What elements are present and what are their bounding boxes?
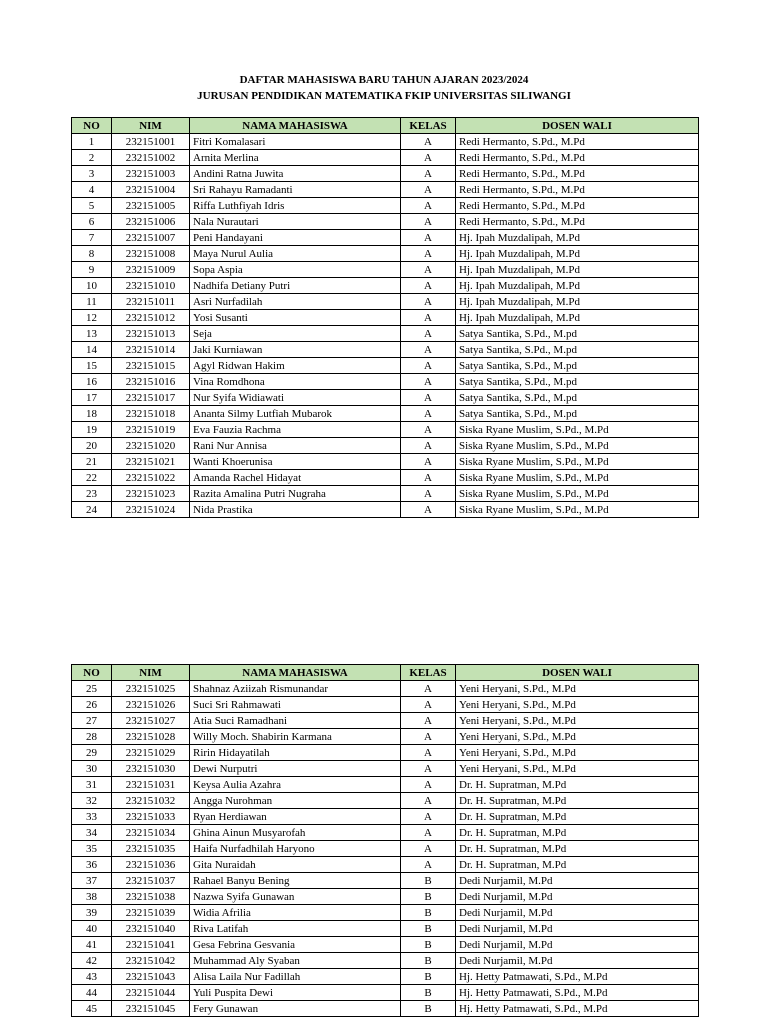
table-row	[72, 745, 699, 761]
table-row	[72, 502, 699, 518]
cell-no: 11	[72, 294, 112, 310]
table-row	[72, 841, 699, 857]
cell-nim: 232151013	[112, 326, 190, 342]
cell-nama-mahasiswa: Maya Nurul Aulia	[190, 246, 401, 262]
student-table-1	[71, 117, 699, 518]
cell-nim: 232151014	[112, 342, 190, 358]
cell-dosen-wali: Yeni Heryani, S.Pd., M.Pd	[456, 697, 699, 713]
cell-nama-mahasiswa: Ryan Herdiawan	[190, 809, 401, 825]
cell-dosen-wali: Hj. Ipah Muzdalipah, M.Pd	[456, 262, 699, 278]
cell-nama-mahasiswa: Fitri Komalasari	[190, 134, 401, 150]
cell-nama-mahasiswa: Alisa Laila Nur Fadillah	[190, 969, 401, 985]
cell-nama-mahasiswa: Nur Syifa Widiawati	[190, 390, 401, 406]
cell-kelas: B	[401, 889, 456, 905]
table-row	[72, 342, 699, 358]
table-row	[72, 246, 699, 262]
cell-kelas: A	[401, 358, 456, 374]
table-row	[72, 406, 699, 422]
table-row	[72, 809, 699, 825]
table-row	[72, 777, 699, 793]
table-row	[72, 422, 699, 438]
cell-dosen-wali: Yeni Heryani, S.Pd., M.Pd	[456, 745, 699, 761]
cell-kelas: A	[401, 422, 456, 438]
cell-nim: 232151017	[112, 390, 190, 406]
cell-no: 26	[72, 697, 112, 713]
table-row	[72, 470, 699, 486]
table-row	[72, 214, 699, 230]
column-header-no: NO	[72, 665, 112, 681]
cell-nama-mahasiswa: Andini Ratna Juwita	[190, 166, 401, 182]
cell-dosen-wali: Satya Santika, S.Pd., M.pd	[456, 326, 699, 342]
cell-no: 28	[72, 729, 112, 745]
cell-nim: 232151012	[112, 310, 190, 326]
cell-nama-mahasiswa: Arnita Merlina	[190, 150, 401, 166]
cell-kelas: B	[401, 953, 456, 969]
table-row	[72, 454, 699, 470]
cell-nama-mahasiswa: Muhammad Aly Syaban	[190, 953, 401, 969]
cell-dosen-wali: Satya Santika, S.Pd., M.pd	[456, 342, 699, 358]
cell-dosen-wali: Satya Santika, S.Pd., M.pd	[456, 390, 699, 406]
cell-dosen-wali: Dedi Nurjamil, M.Pd	[456, 905, 699, 921]
cell-no: 6	[72, 214, 112, 230]
cell-no: 38	[72, 889, 112, 905]
cell-dosen-wali: Siska Ryane Muslim, S.Pd., M.Pd	[456, 486, 699, 502]
cell-dosen-wali: Dr. H. Supratman, M.Pd	[456, 809, 699, 825]
table-row	[72, 134, 699, 150]
cell-nim: 232151039	[112, 905, 190, 921]
cell-nim: 232151045	[112, 1001, 190, 1017]
cell-no: 45	[72, 1001, 112, 1017]
cell-nim: 232151020	[112, 438, 190, 454]
cell-kelas: A	[401, 502, 456, 518]
cell-kelas: A	[401, 150, 456, 166]
cell-no: 32	[72, 793, 112, 809]
cell-dosen-wali: Satya Santika, S.Pd., M.pd	[456, 406, 699, 422]
cell-nama-mahasiswa: Nadhifa Detiany Putri	[190, 278, 401, 294]
cell-nama-mahasiswa: Asri Nurfadilah	[190, 294, 401, 310]
cell-kelas: A	[401, 230, 456, 246]
table-row	[72, 262, 699, 278]
cell-nama-mahasiswa: Nazwa Syifa Gunawan	[190, 889, 401, 905]
cell-dosen-wali: Siska Ryane Muslim, S.Pd., M.Pd	[456, 470, 699, 486]
table-row	[72, 857, 699, 873]
cell-kelas: A	[401, 486, 456, 502]
cell-kelas: A	[401, 246, 456, 262]
cell-kelas: A	[401, 438, 456, 454]
cell-kelas: B	[401, 921, 456, 937]
table-row	[72, 793, 699, 809]
table-header-row	[72, 665, 699, 681]
cell-kelas: B	[401, 905, 456, 921]
cell-dosen-wali: Hj. Ipah Muzdalipah, M.Pd	[456, 230, 699, 246]
cell-no: 25	[72, 681, 112, 697]
cell-dosen-wali: Redi Hermanto, S.Pd., M.Pd	[456, 134, 699, 150]
cell-kelas: A	[401, 857, 456, 873]
cell-no: 43	[72, 969, 112, 985]
table-row	[72, 713, 699, 729]
cell-dosen-wali: Dr. H. Supratman, M.Pd	[456, 825, 699, 841]
table-row	[72, 729, 699, 745]
cell-kelas: A	[401, 294, 456, 310]
cell-nim: 232151037	[112, 873, 190, 889]
cell-no: 4	[72, 182, 112, 198]
cell-nama-mahasiswa: Atia Suci Ramadhani	[190, 713, 401, 729]
cell-no: 14	[72, 342, 112, 358]
cell-nim: 232151028	[112, 729, 190, 745]
cell-nama-mahasiswa: Rahael Banyu Bening	[190, 873, 401, 889]
cell-no: 36	[72, 857, 112, 873]
cell-no: 37	[72, 873, 112, 889]
table-row	[72, 969, 699, 985]
cell-kelas: A	[401, 310, 456, 326]
page-title	[0, 72, 768, 104]
table-row	[72, 230, 699, 246]
table-row	[72, 150, 699, 166]
cell-nama-mahasiswa: Keysa Aulia Azahra	[190, 777, 401, 793]
cell-no: 33	[72, 809, 112, 825]
cell-kelas: A	[401, 681, 456, 697]
column-header-dosen-wali: DOSEN WALI	[456, 118, 699, 134]
cell-nim: 232151044	[112, 985, 190, 1001]
cell-nama-mahasiswa: Angga Nurohman	[190, 793, 401, 809]
table-row	[72, 374, 699, 390]
cell-dosen-wali: Dr. H. Supratman, M.Pd	[456, 857, 699, 873]
cell-no: 8	[72, 246, 112, 262]
cell-no: 42	[72, 953, 112, 969]
cell-kelas: A	[401, 374, 456, 390]
title-line-1: DAFTAR MAHASISWA BARU TAHUN AJARAN 2023/2024	[239, 74, 529, 86]
cell-nim: 232151022	[112, 470, 190, 486]
cell-nama-mahasiswa: Haifa Nurfadhilah Haryono	[190, 841, 401, 857]
cell-nama-mahasiswa: Sopa Aspia	[190, 262, 401, 278]
cell-nim: 232151035	[112, 841, 190, 857]
cell-dosen-wali: Dr. H. Supratman, M.Pd	[456, 793, 699, 809]
table-row	[72, 905, 699, 921]
cell-no: 22	[72, 470, 112, 486]
cell-kelas: A	[401, 134, 456, 150]
cell-no: 13	[72, 326, 112, 342]
cell-nim: 232151006	[112, 214, 190, 230]
cell-no: 17	[72, 390, 112, 406]
cell-nim: 232151010	[112, 278, 190, 294]
cell-nim: 232151023	[112, 486, 190, 502]
table-row	[72, 310, 699, 326]
cell-kelas: A	[401, 729, 456, 745]
cell-no: 23	[72, 486, 112, 502]
cell-dosen-wali: Dedi Nurjamil, M.Pd	[456, 889, 699, 905]
table-row	[72, 326, 699, 342]
cell-nama-mahasiswa: Yosi Susanti	[190, 310, 401, 326]
cell-nim: 232151027	[112, 713, 190, 729]
cell-no: 3	[72, 166, 112, 182]
cell-kelas: A	[401, 697, 456, 713]
cell-nama-mahasiswa: Rani Nur Annisa	[190, 438, 401, 454]
cell-kelas: A	[401, 214, 456, 230]
cell-no: 41	[72, 937, 112, 953]
cell-nim: 232151026	[112, 697, 190, 713]
cell-no: 5	[72, 198, 112, 214]
cell-kelas: A	[401, 745, 456, 761]
cell-dosen-wali: Yeni Heryani, S.Pd., M.Pd	[456, 729, 699, 745]
table-row	[72, 438, 699, 454]
column-header-nama-mahasiswa: NAMA MAHASISWA	[190, 118, 401, 134]
cell-no: 2	[72, 150, 112, 166]
cell-dosen-wali: Redi Hermanto, S.Pd., M.Pd	[456, 214, 699, 230]
cell-kelas: A	[401, 809, 456, 825]
cell-nama-mahasiswa: Ananta Silmy Lutfiah Mubarok	[190, 406, 401, 422]
table-row	[72, 825, 699, 841]
cell-no: 30	[72, 761, 112, 777]
cell-dosen-wali: Siska Ryane Muslim, S.Pd., M.Pd	[456, 438, 699, 454]
cell-no: 12	[72, 310, 112, 326]
table-row	[72, 182, 699, 198]
cell-nim: 232151036	[112, 857, 190, 873]
column-header-no: NO	[72, 118, 112, 134]
cell-no: 15	[72, 358, 112, 374]
cell-nama-mahasiswa: Ririn Hidayatilah	[190, 745, 401, 761]
column-header-nim: NIM	[112, 665, 190, 681]
cell-nim: 232151024	[112, 502, 190, 518]
cell-nama-mahasiswa: Fery Gunawan	[190, 1001, 401, 1017]
cell-nama-mahasiswa: Agyl Ridwan Hakim	[190, 358, 401, 374]
cell-nim: 232151029	[112, 745, 190, 761]
cell-nim: 232151007	[112, 230, 190, 246]
cell-no: 9	[72, 262, 112, 278]
table-row	[72, 198, 699, 214]
cell-nama-mahasiswa: Nida Prastika	[190, 502, 401, 518]
cell-kelas: B	[401, 985, 456, 1001]
cell-dosen-wali: Dedi Nurjamil, M.Pd	[456, 921, 699, 937]
cell-kelas: A	[401, 713, 456, 729]
cell-nim: 232151021	[112, 454, 190, 470]
cell-nim: 232151043	[112, 969, 190, 985]
table-row	[72, 873, 699, 889]
table-row	[72, 761, 699, 777]
cell-no: 44	[72, 985, 112, 1001]
table-row	[72, 486, 699, 502]
cell-nama-mahasiswa: Wanti Khoerunisa	[190, 454, 401, 470]
cell-nim: 232151005	[112, 198, 190, 214]
cell-kelas: A	[401, 825, 456, 841]
cell-nim: 232151009	[112, 262, 190, 278]
cell-kelas: A	[401, 470, 456, 486]
cell-nim: 232151016	[112, 374, 190, 390]
column-header-kelas: KELAS	[401, 118, 456, 134]
cell-dosen-wali: Siska Ryane Muslim, S.Pd., M.Pd	[456, 422, 699, 438]
column-header-nim: NIM	[112, 118, 190, 134]
cell-kelas: A	[401, 278, 456, 294]
cell-nama-mahasiswa: Eva Fauzia Rachma	[190, 422, 401, 438]
cell-kelas: A	[401, 793, 456, 809]
table-row	[72, 985, 699, 1001]
cell-nim: 232151019	[112, 422, 190, 438]
cell-kelas: B	[401, 937, 456, 953]
cell-no: 29	[72, 745, 112, 761]
cell-no: 21	[72, 454, 112, 470]
table-row	[72, 390, 699, 406]
table-row	[72, 921, 699, 937]
cell-dosen-wali: Redi Hermanto, S.Pd., M.Pd	[456, 198, 699, 214]
cell-kelas: A	[401, 454, 456, 470]
cell-no: 34	[72, 825, 112, 841]
cell-no: 39	[72, 905, 112, 921]
cell-dosen-wali: Hj. Ipah Muzdalipah, M.Pd	[456, 246, 699, 262]
cell-nama-mahasiswa: Gesa Febrina Gesvania	[190, 937, 401, 953]
cell-nama-mahasiswa: Shahnaz Aziizah Rismunandar	[190, 681, 401, 697]
cell-nim: 232151042	[112, 953, 190, 969]
cell-no: 18	[72, 406, 112, 422]
table-row	[72, 278, 699, 294]
cell-dosen-wali: Hj. Ipah Muzdalipah, M.Pd	[456, 278, 699, 294]
cell-dosen-wali: Redi Hermanto, S.Pd., M.Pd	[456, 182, 699, 198]
cell-nama-mahasiswa: Suci Sri Rahmawati	[190, 697, 401, 713]
cell-kelas: A	[401, 777, 456, 793]
cell-nim: 232151031	[112, 777, 190, 793]
column-header-kelas: KELAS	[401, 665, 456, 681]
cell-dosen-wali: Dr. H. Supratman, M.Pd	[456, 777, 699, 793]
cell-kelas: A	[401, 390, 456, 406]
cell-nama-mahasiswa: Ghina Ainun Musyarofah	[190, 825, 401, 841]
cell-dosen-wali: Yeni Heryani, S.Pd., M.Pd	[456, 713, 699, 729]
cell-nim: 232151015	[112, 358, 190, 374]
cell-nama-mahasiswa: Razita Amalina Putri Nugraha	[190, 486, 401, 502]
cell-nim: 232151041	[112, 937, 190, 953]
cell-nim: 232151002	[112, 150, 190, 166]
cell-nama-mahasiswa: Nala Nurautari	[190, 214, 401, 230]
cell-no: 35	[72, 841, 112, 857]
cell-nim: 232151040	[112, 921, 190, 937]
cell-no: 1	[72, 134, 112, 150]
cell-kelas: A	[401, 166, 456, 182]
table-body	[72, 681, 699, 1017]
cell-no: 40	[72, 921, 112, 937]
cell-nim: 232151004	[112, 182, 190, 198]
cell-nama-mahasiswa: Riva Latifah	[190, 921, 401, 937]
table-row	[72, 889, 699, 905]
cell-nim: 232151001	[112, 134, 190, 150]
cell-nama-mahasiswa: Yuli Puspita Dewi	[190, 985, 401, 1001]
cell-nama-mahasiswa: Widia Afrilia	[190, 905, 401, 921]
cell-nama-mahasiswa: Vina Romdhona	[190, 374, 401, 390]
cell-nama-mahasiswa: Jaki Kurniawan	[190, 342, 401, 358]
cell-dosen-wali: Redi Hermanto, S.Pd., M.Pd	[456, 150, 699, 166]
cell-dosen-wali: Hj. Ipah Muzdalipah, M.Pd	[456, 294, 699, 310]
cell-nim: 232151018	[112, 406, 190, 422]
cell-nim: 232151025	[112, 681, 190, 697]
cell-dosen-wali: Siska Ryane Muslim, S.Pd., M.Pd	[456, 454, 699, 470]
cell-dosen-wali: Hj. Ipah Muzdalipah, M.Pd	[456, 310, 699, 326]
cell-kelas: A	[401, 406, 456, 422]
cell-dosen-wali: Hj. Hetty Patmawati, S.Pd., M.Pd	[456, 969, 699, 985]
cell-no: 10	[72, 278, 112, 294]
cell-nama-mahasiswa: Peni Handayani	[190, 230, 401, 246]
table-row	[72, 697, 699, 713]
student-table-2	[71, 664, 699, 1017]
cell-nim: 232151008	[112, 246, 190, 262]
cell-dosen-wali: Hj. Hetty Patmawati, S.Pd., M.Pd	[456, 985, 699, 1001]
column-header-dosen-wali: DOSEN WALI	[456, 665, 699, 681]
table-row	[72, 681, 699, 697]
cell-nim: 232151034	[112, 825, 190, 841]
table-body	[72, 134, 699, 518]
cell-nim: 232151030	[112, 761, 190, 777]
cell-nim: 232151011	[112, 294, 190, 310]
cell-no: 16	[72, 374, 112, 390]
cell-nim: 232151033	[112, 809, 190, 825]
cell-nama-mahasiswa: Riffa Luthfiyah Idris	[190, 198, 401, 214]
cell-dosen-wali: Yeni Heryani, S.Pd., M.Pd	[456, 681, 699, 697]
column-header-nama-mahasiswa: NAMA MAHASISWA	[190, 665, 401, 681]
cell-no: 31	[72, 777, 112, 793]
cell-nama-mahasiswa: Seja	[190, 326, 401, 342]
cell-nama-mahasiswa: Gita Nuraidah	[190, 857, 401, 873]
table-row	[72, 1001, 699, 1017]
cell-no: 27	[72, 713, 112, 729]
cell-nim: 232151038	[112, 889, 190, 905]
cell-dosen-wali: Satya Santika, S.Pd., M.pd	[456, 358, 699, 374]
cell-nama-mahasiswa: Amanda Rachel Hidayat	[190, 470, 401, 486]
cell-kelas: A	[401, 841, 456, 857]
cell-no: 20	[72, 438, 112, 454]
cell-kelas: B	[401, 1001, 456, 1017]
cell-no: 24	[72, 502, 112, 518]
table-row	[72, 358, 699, 374]
table-row	[72, 937, 699, 953]
cell-dosen-wali: Hj. Hetty Patmawati, S.Pd., M.Pd	[456, 1001, 699, 1017]
table-row	[72, 166, 699, 182]
cell-dosen-wali: Satya Santika, S.Pd., M.pd	[456, 374, 699, 390]
cell-nim: 232151003	[112, 166, 190, 182]
cell-kelas: A	[401, 262, 456, 278]
cell-dosen-wali: Dedi Nurjamil, M.Pd	[456, 873, 699, 889]
table-header-row	[72, 118, 699, 134]
cell-dosen-wali: Yeni Heryani, S.Pd., M.Pd	[456, 761, 699, 777]
cell-kelas: A	[401, 342, 456, 358]
cell-dosen-wali: Siska Ryane Muslim, S.Pd., M.Pd	[456, 502, 699, 518]
cell-nim: 232151032	[112, 793, 190, 809]
cell-dosen-wali: Dedi Nurjamil, M.Pd	[456, 953, 699, 969]
cell-kelas: B	[401, 969, 456, 985]
cell-nama-mahasiswa: Willy Moch. Shabirin Karmana	[190, 729, 401, 745]
table-row	[72, 294, 699, 310]
cell-kelas: A	[401, 198, 456, 214]
cell-dosen-wali: Dr. H. Supratman, M.Pd	[456, 841, 699, 857]
cell-dosen-wali: Redi Hermanto, S.Pd., M.Pd	[456, 166, 699, 182]
title-line-2: JURUSAN PENDIDIKAN MATEMATIKA FKIP UNIVERSITAS SILIWANGI	[197, 90, 571, 102]
cell-kelas: A	[401, 326, 456, 342]
cell-no: 19	[72, 422, 112, 438]
cell-nama-mahasiswa: Sri Rahayu Ramadanti	[190, 182, 401, 198]
cell-kelas: B	[401, 873, 456, 889]
cell-dosen-wali: Dedi Nurjamil, M.Pd	[456, 937, 699, 953]
cell-kelas: A	[401, 182, 456, 198]
table-row	[72, 953, 699, 969]
cell-no: 7	[72, 230, 112, 246]
cell-nama-mahasiswa: Dewi Nurputri	[190, 761, 401, 777]
cell-kelas: A	[401, 761, 456, 777]
